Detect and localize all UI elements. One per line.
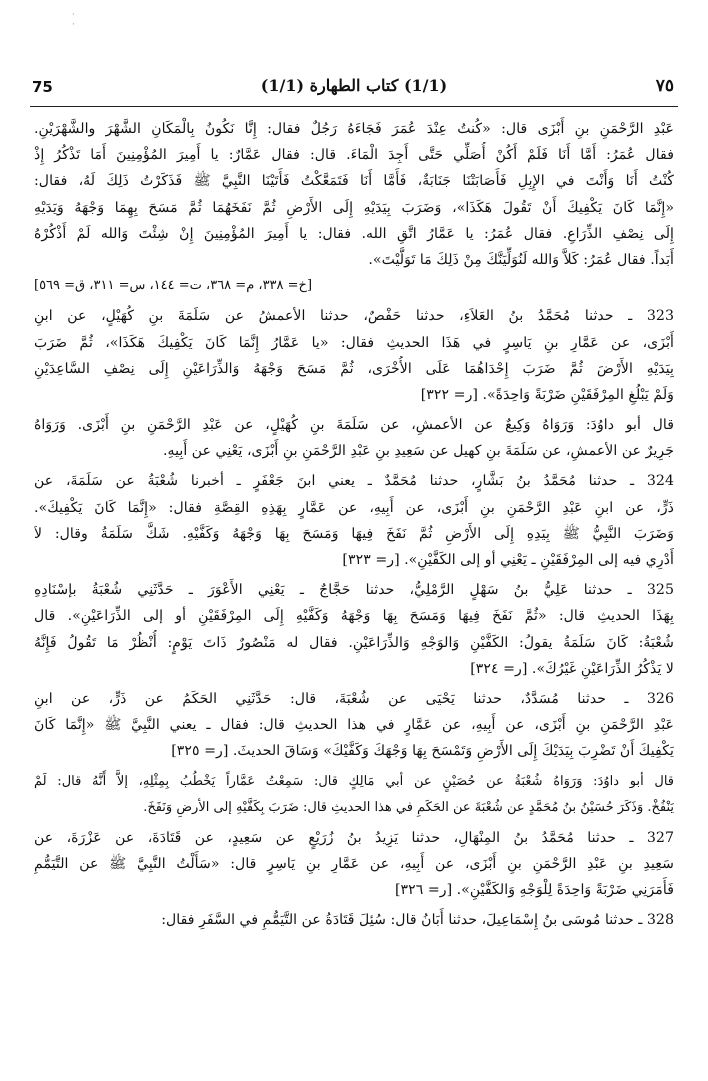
text-line: إِلَى نِصْفِ الذِّرَاعِ. فقال عُمَرُ: يا عَمَّارُ اتَّقِ الله. فقال: يا أَمِيرَ المُؤْمِنِينَ إِنْ شِئْتَ وَالله لَمْ أَذْكُرْهُ: [34, 225, 674, 242]
text-line: جَرِيرٌ عن الأعمشِ، عن سَلَمَةَ بنِ كهيل عن سَعِيدِ بنِ عَبْدِ الرَّحْمَنِ بنِ أَبْزَى، يَعْنِي عن أَبِيهِ.: [162, 443, 674, 460]
hadith-323: [34, 303, 674, 408]
text-line: فقال عُمَرُ: أَمَّا أَنَا فَلَمْ أَكُنْ أُصَلِّي حَتَّى أَجِدَ الْمَاءَ. قال: فقال عَمَّارٌ: يا أَمِيرَ المُؤْمِنِينَ أَمَا تَذْكُرُ إِذْ: [34, 147, 674, 164]
reference-line: [خ= ٣٣٨، م= ٣٦٨، ت= ١٤٤، س= ٣١١، ق= ٥٦٩]: [34, 278, 313, 294]
text-line: أَبْزَى، عن عَمَّارِ بنِ يَاسِرٍ في هَذَا الحديثِ فقال: «يا عَمَّارُ إِنَّمَا كَانَ يَكْفِيكَ هَكَذَا»، ثُمَّ ضَرَبَ: [34, 334, 674, 351]
page-header: [30, 74, 678, 104]
hadith-327: [34, 825, 674, 904]
text-line: 324 ـ حدثنا مُحَمَّدُ بنُ بَشَّارٍ، حدثنا مُحَمَّدٌ ـ يعني ابنَ جَعْفَرٍ ـ أخبرنا شُعْبَةُ عن سَلَمَةَ، عن: [34, 473, 674, 490]
text-line: ذَرٍّ، عن ابنِ عَبْدِ الرَّحْمَنِ بنِ أَبْزَى، عن أَبِيهِ، عن عَمَّارٍ بِهَذِهِ القِصَّةِ فقال: «إِنَّمَا كَانَ يَكْفِيكَ».: [34, 499, 674, 516]
page-body: [34, 116, 674, 934]
hadith-324: [34, 468, 674, 573]
page-number-latin: 75: [32, 78, 53, 96]
intro-paragraph: [34, 116, 674, 299]
abu-dawud-note-1: [34, 412, 674, 464]
text-line: وَلَمْ يَبْلُغِ المِرْفَقَيْنِ ضَرْبَةً وَاحِدَةً». [ر= ٣٢٢]: [420, 386, 674, 403]
text-line: قال أبو داوُدَ: وَرَوَاهُ شُعْبَةُ عن حُصَيْنٍ عن أبي مَالِكٍ قال: سَمِعْتُ عَمَّاراً يَخْطُبُ بِمِثْلِهِ، إلاَّ أَنَّهُ قال: لَمْ: [34, 773, 674, 789]
text-line: لا يَذْكُرُ الذِّرَاعَيْنِ غَيْرُكَ». [ر= ٣٢٤]: [470, 660, 674, 677]
text-line: «إِنَّمَا كَانَ يَكْفِيكَ أَنْ تَقُولَ هَكَذَا»، وَضَرَبَ بِيَدَيْهِ إِلَى الأَرْضِ ثُمَّ نَفَخَهُمَا ثُمَّ مَسَحَ بِهِمَا وَجْهَهُ وَيَدَيْهِ: [34, 199, 674, 216]
text-line: 323 ـ حدثنا مُحَمَّدُ بنُ العَلاَءِ، حدثنا حَفْصٌ، حدثنا الأعمشُ عن سَلَمَةَ بنِ كُهَيْلٍ، عن ابنِ: [34, 308, 674, 325]
text-line: بِهَذَا الحديثِ قال: «ثُمَّ نَفَخَ فِيهَا وَمَسَحَ بِهَا وَجْهَهُ وَكَفَّيْهِ إِلَى المِرْفَقَيْنِ أو إلى الذِّرَاعَيْنِ». قال: [34, 608, 674, 625]
text-line: قال أبو داوُدَ: وَرَوَاهُ وَكِيعٌ عن الأعمشِ، عن سَلَمَةَ بنِ كُهَيْلٍ، عن عَبْدِ الرَّحْمَنِ بنِ أَبْزَى. وَرَوَاهُ: [34, 417, 674, 434]
text-line: وَضَرَبَ النَّبِيُّ ﷺ بِيَدِهِ إِلَى الأَرْضِ ثُمَّ نَفَخَ فِيهَا وَمَسَحَ بِهَا وَجْهَهُ وَكَفَّيْهِ. شَكَّ سَلَمَةُ وقال: لاَ: [34, 525, 674, 542]
text-line: أَبَداً. فقال عُمَرُ: كَلاَّ وَالله لَنُوَلِّيَنَّكَ مِنْ ذَلِكَ مَا تَوَلَّيْتَ».: [368, 251, 674, 268]
text-line: سَعِيدِ بنِ عَبْدِ الرَّحْمَنِ بنِ أَبْزَى، عن أَبِيهِ، عن عَمَّارِ بنِ يَاسِرٍ قال: «سَأَلْتُ النَّبِيَّ ﷺ عن التَّيَمُّمِ: [34, 856, 674, 873]
hadith-325: [34, 577, 674, 682]
text-line: 326 ـ حدثنا مُسَدَّدٌ، حدثنا يَحْيَى عن شُعْبَةَ، قال: حَدَّثَنِي الحَكَمُ عن ذَرٍّ، عن ابنِ: [34, 690, 674, 707]
text-line: فَأَمَرَنِي ضَرْبَةً وَاحِدَةً لِلْوَجْهِ وَالكَفَّيْنِ». [ر= ٣٢٦]: [394, 882, 674, 899]
text-line: 325 ـ حدثنا عَلِيُّ بنُ سَهْلٍ الرَّمْلِيُّ، حدثنا حَجَّاجٌ ـ يَعْنِي الأَعْوَرَ ـ حَدَّثَنِي شُعْبَةُ بإسْنَادِهِ: [34, 582, 674, 599]
header-rule: [30, 106, 678, 107]
text-line: يَكْفِيكَ أَنْ تَضْرِبَ بِيَدَيْكَ إِلَى الأَرْضِ وَتَمْسَحَ بِهَا وَجْهَكَ وَكَفَّيْكَ» وَسَاقَ الحديثَ. [ر= ٣٢٥]: [171, 743, 674, 760]
running-title: (1/1) كتاب الطهارة (1/1): [260, 76, 448, 95]
page-number-arabic: ٧٥: [655, 76, 674, 96]
text-line: بِيَدَيْهِ الأَرْضَ ثُمَّ ضَرَبَ إِحْدَاهُمَا عَلَى الأُخْرَى، ثُمَّ مَسَحَ وَجْهَهُ وَالذِّرَاعَيْنِ إِلَى نِصْفِ السَّاعِدَيْنِ: [34, 360, 674, 377]
text-line: 327 ـ حدثنا مُحَمَّدُ بنُ المِنْهَالِ، حدثنا يَزِيدُ بنُ زُرَيْعٍ عن سَعِيدٍ، عن قَتَادَةَ، عن عَزْرَةَ، عن: [34, 829, 674, 846]
text-line: شُعْبَةُ: كَانَ سَلَمَةُ يقولُ: الكَفَّيْنِ وَالوَجْهِ وَالذِّرَاعَيْنِ. فقال له مَنْصُورٌ ذَاتَ يَوْمٍ: أُنْظُرْ مَا تَقُولُ فَإِنَّهُ: [34, 634, 674, 651]
abu-dawud-note-2: [34, 769, 674, 821]
text-line: أَدْرِي فيه إلى المِرْفَقَيْنِ ـ يَعْنِي أو إلى الكَفَّيْنِ». [ر= ٣٢٣]: [342, 552, 674, 568]
text-line: عَبْدِ الرَّحْمَنِ بنِ أَبْزَى، عن أَبِيهِ، عن عَمَّارٍ في هذا الحديثِ قال: فقال ـ يعني النَّبِيَّ ﷺ «إِنَّمَا كَانَ: [34, 717, 674, 734]
hadith-326: [34, 686, 674, 765]
hadith-328: [34, 907, 674, 933]
text-line: 328 ـ حدثنا مُوسَى بنُ إِسْمَاعِيلَ، حدثنا أَبَانُ قال: سُئِلَ قَتَادَةُ عن التَّيَمُّمِ في السَّفَرِ فقال:: [161, 912, 674, 929]
text-line: يَنْفُخْ. وَذَكَرَ حُسَيْنُ بنُ مُحَمَّدٍ عن شُعْبَةَ عن الحَكَمِ في هذا الحديثِ قال: ضَرَبَ بِكَفَّيْهِ إلى الأرضِ وَنَفَخَ.: [143, 799, 674, 815]
scan-mark: · ·: [72, 10, 75, 30]
text-line: عَبْدِ الرَّحْمَنِ بنِ أَبْزَى قال: «كُنتُ عِنْدَ عُمَرَ فَجَاءَهُ رَجُلٌ فقال: إِنَّا نَكُونُ بِالْمَكَانِ الشَّهْرَ والشَّهْرَيْنِ.: [34, 121, 674, 137]
text-line: كُنْتُ أَنَا وَأَنْتَ في الإِبِلِ فَأَصَابَتْنَا جَنَابَةٌ، فَأَمَّا أَنَا فَتَمَعَّكْتُ فَأَتَيْنَا النَّبِيَّ ﷺ فَذَكَرْتُ ذَلِكَ لَهُ، فقال:: [34, 173, 674, 190]
